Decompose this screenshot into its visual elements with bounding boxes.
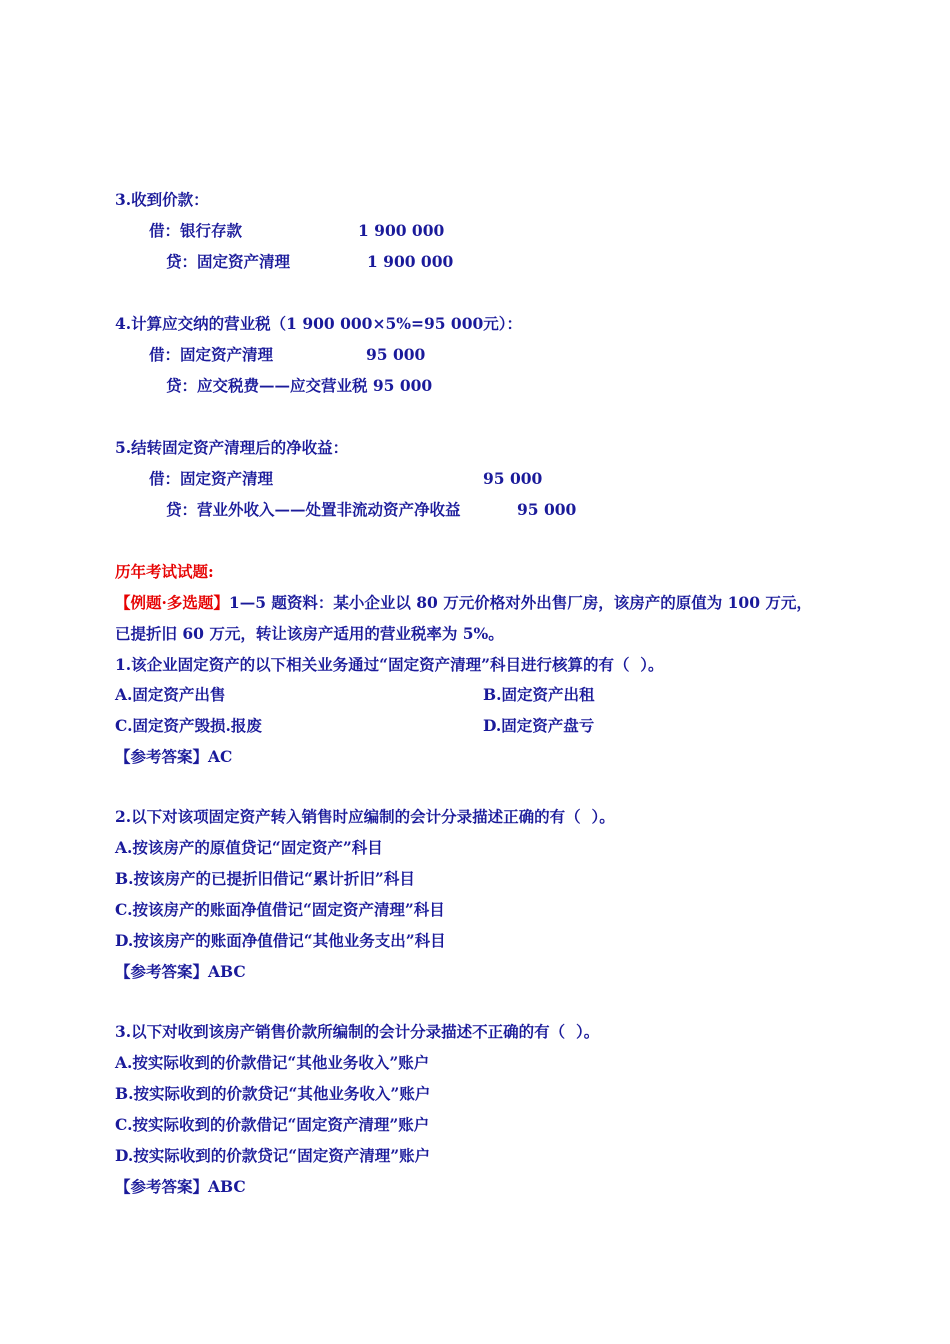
q3-option-c: C.按实际收到的价款借记“固定资产清理”账户 [115, 1115, 430, 1134]
q3-stem: 3.以下对收到该房产销售价款所编制的会计分录描述不正确的有（ ）。 [115, 1022, 600, 1041]
q3-answer: 【参考答案】ABC [115, 1177, 246, 1196]
example-tag: 【例题·多选题】 [115, 593, 229, 612]
exam-intro-text: 1—5 题资料：某小企业以 80 万元价格对外出售厂房，该房产的原值为 100 万元， [228, 593, 812, 612]
step5-debit: 借：固定资产清理 [149, 469, 274, 488]
q1-answer: 【参考答案】AC [115, 747, 233, 766]
q2-stem: 2.以下对该项固定资产转入销售时应编制的会计分录描述正确的有（ ）。 [115, 807, 615, 826]
q3-option-d: D.按实际收到的价款贷记“固定资产清理”账户 [115, 1146, 431, 1165]
q2-option-b: B.按该房产的已提折旧借记“累计折旧”科目 [115, 869, 415, 888]
exam-intro-second-line: 已提折旧 60 万元，转让该房产适用的营业税率为 5%。 [115, 624, 504, 643]
q3-option-b: B.按实际收到的价款贷记“其他业务收入”账户 [115, 1084, 431, 1103]
step3-credit-amount: 1 900 000 [367, 252, 454, 271]
q2-option-d: D.按该房产的账面净值借记“其他业务支出”科目 [115, 931, 446, 950]
exam-intro-first-line [115, 593, 812, 613]
step3-debit-amount: 1 900 000 [358, 221, 445, 240]
step4-title: 4.计算应交纳的营业税（1 900 000×5%=95 000元）： [115, 314, 523, 333]
q1-option-a: A.固定资产出售 [115, 685, 226, 704]
step4-debit: 借：固定资产清理 [149, 345, 274, 364]
q2-option-c: C.按该房产的账面净值借记“固定资产清理”科目 [115, 900, 445, 919]
step5-credit-amount: 95 000 [517, 500, 577, 519]
step4-credit: 贷：应交税费——应交营业税 95 000 [166, 376, 433, 395]
q2-option-a: A.按该房产的原值贷记“固定资产”科目 [115, 838, 383, 857]
step5-title: 5.结转固定资产清理后的净收益： [115, 438, 349, 457]
q1-option-d: D.固定资产盘亏 [483, 716, 595, 735]
q3-option-a: A.按实际收到的价款借记“其他业务收入”账户 [115, 1053, 430, 1072]
step5-debit-amount: 95 000 [483, 469, 543, 488]
exam-heading: 历年考试试题: [115, 562, 214, 581]
q1-option-b: B.固定资产出租 [483, 685, 595, 704]
step3-debit: 借：银行存款 [149, 221, 243, 240]
step5-credit: 贷：营业外收入——处置非流动资产净收益 [166, 500, 461, 519]
q1-stem: 1.该企业固定资产的以下相关业务通过“固定资产清理”科目进行核算的有（ ）。 [115, 655, 664, 674]
step3-title: 3.收到价款： [115, 190, 209, 209]
q2-answer: 【参考答案】ABC [115, 962, 246, 981]
q1-option-c: C.固定资产毁损.报废 [115, 716, 262, 735]
step4-debit-amount: 95 000 [366, 345, 426, 364]
step3-credit: 贷：固定资产清理 [166, 252, 291, 271]
